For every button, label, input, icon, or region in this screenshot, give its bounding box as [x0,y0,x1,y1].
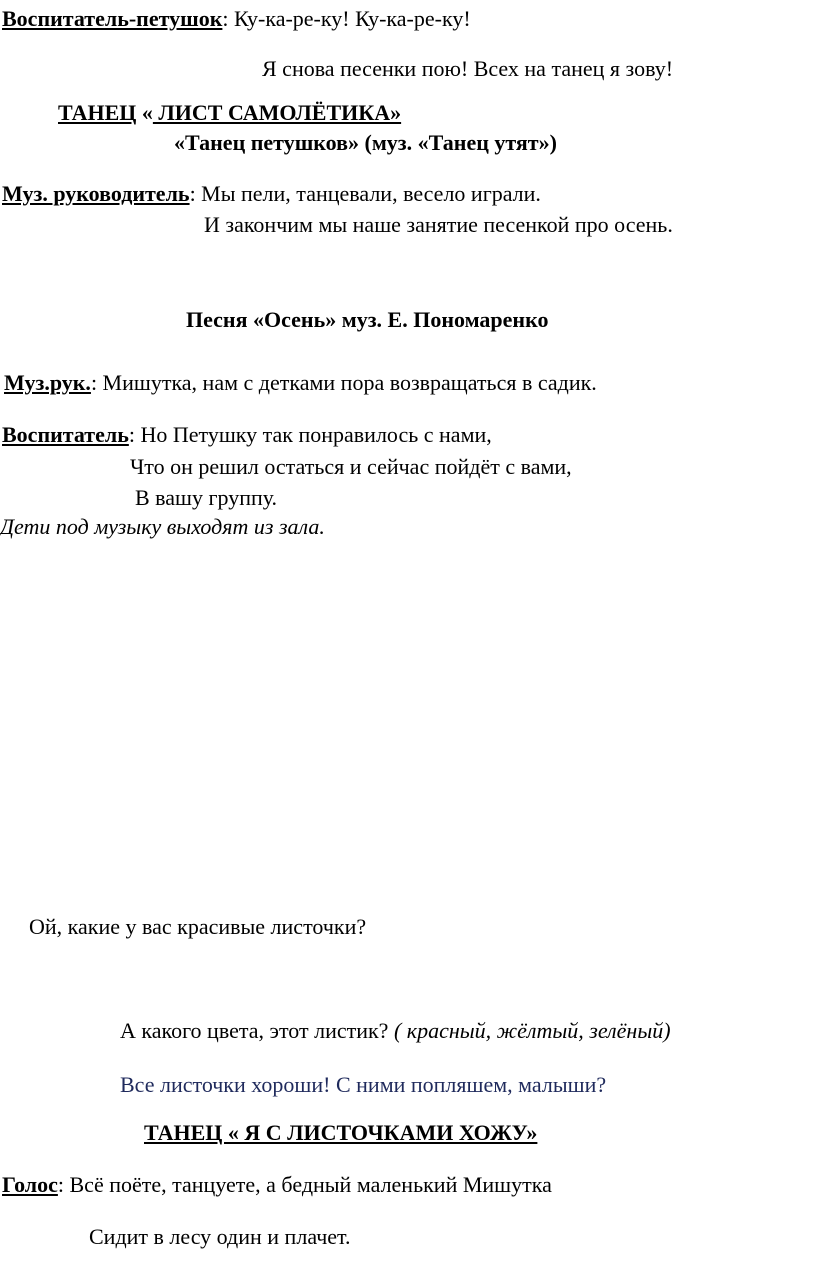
line-text: : Мишутка, нам с детками пора возвращаться в садик. [90,370,597,395]
song-heading [186,307,548,333]
stage-direction [0,514,325,540]
dance-label: ТАНЕЦ [58,100,137,125]
line-text: ТАНЕЦ « Я С ЛИСТОЧКАМИ ХОЖУ» [144,1120,538,1145]
line-all-leaves [120,1072,606,1098]
line-mishutka-cries [89,1224,351,1250]
line-leaf-color [120,1018,671,1044]
line-music-director [2,181,541,207]
speaker-rooster-teacher: Воспитатель-петушок [2,6,223,31]
line-text: Дети под музыку выходят из зала. [0,514,325,539]
line-sing-again [262,56,673,82]
line-text: И закончим мы наше занятие песенкой про осень. [204,212,673,237]
speaker-muz-ruk: Муз.рук. [4,370,91,395]
speaker-voice: Голос [2,1172,58,1197]
line-finish-song [204,212,673,238]
dance-quote: « [136,100,153,125]
line-text: : Но Петушку так понравилось с нами, [128,422,492,447]
line-text: Все листочки хороши! С ними попляшем, малыши? [120,1072,607,1097]
color-answer: ( красный, жёлтый, зелёный) [393,1018,671,1043]
line-text: Песня «Осень» муз. Е. Пономаренко [186,307,549,332]
speaker-music-director: Муз. руководитель [2,181,190,206]
line-text: Я снова песенки пою! Всех на танец я зову! [262,56,674,81]
line-text: : Ку-ка-ре-ку! Ку-ка-ре-ку! [222,6,471,31]
line-text: : Всё поёте, танцуете, а бедный маленький Мишутка [57,1172,552,1197]
line-music-director-short [4,370,597,396]
line-stay [130,454,572,480]
dance-heading-leaves [144,1120,537,1146]
line-leaves-question [29,914,366,940]
line-group [135,485,277,511]
line-text: Что он решил остаться и сейчас пойдёт с вами, [130,454,572,479]
line-text: : Мы пели, танцевали, весело играли. [189,181,541,206]
line-text: Сидит в лесу один и плачет. [89,1224,351,1249]
line-voice [2,1172,552,1198]
speaker-teacher: Воспитатель [2,422,129,447]
dance-heading-leaf [58,100,401,126]
line-text: В вашу группу. [135,485,278,510]
line-text: «Танец петушков» (муз. «Танец утят») [174,130,557,155]
line-text: Ой, какие у вас красивые листочки? [29,914,367,939]
dance-subheading [174,130,557,156]
dance-title: ЛИСТ САМОЛЁТИКА» [152,100,402,125]
line-teacher [2,422,492,448]
line-rooster-teacher [2,6,471,32]
line-text: А какого цвета, этот листик? [120,1018,394,1043]
